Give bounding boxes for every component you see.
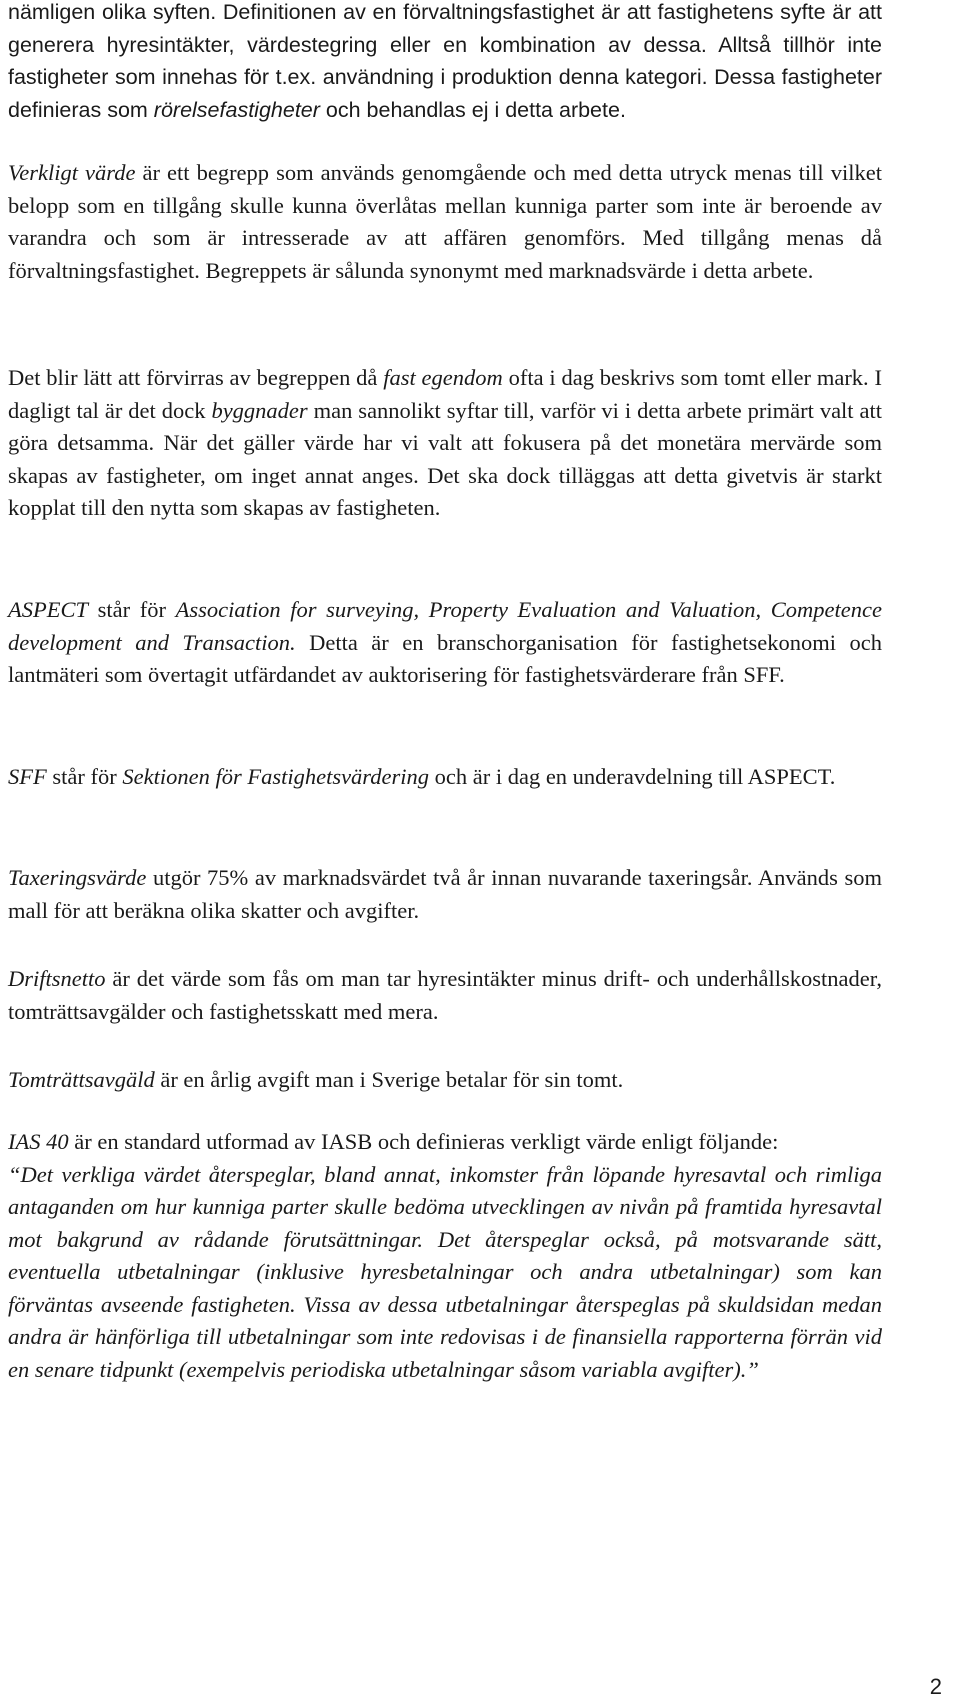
term-aspect-expansion: Association for surveying, Property Evaluation and Valuation, Competence development and Transaction. (8, 597, 882, 655)
term-aspect: ASPECT (8, 597, 89, 622)
text-span: och är i dag en underavdelning till ASPECT. (428, 764, 836, 789)
page-number: 2 (929, 1674, 942, 1699)
paragraph-property-classification (8, 0, 882, 126)
ias-40-quote: “Det verkliga värdet återspeglar, bland annat, inkomster från löpande hyresavtal och rimliga antaganden om hur kunniga parter skulle bedöma utvecklingen av nivån på framtida hyresavtal mot bakgrund av rådande förutsättningar. Det återspeglar också, på motsvarande sätt, eventuella utbetalningar (inklusive hyresbetalningar och andra utbetalningar) som kan förväntas avseende fastigheten. Vissa av dessa utbetalningar återspeglas på skuldsidan medan andra är hänförliga till utbetalningar som inte redovisas i de finansiella rapporterna förrän vid en senare tidpunkt (exempelvis periodiska utbetalningar såsom variabla avgifter).” (8, 1161, 882, 1382)
text-span: ofta i dag beskrivs som tomt eller mark. I dagligt tal är det dock (8, 365, 882, 423)
paragraph-ias-40 (8, 1126, 882, 1386)
paragraph-taxeringsvarde (8, 862, 882, 927)
text-span: är en årlig avgift man i Sverige betalar för sin tomt. (154, 1067, 624, 1092)
paragraph-sff (8, 761, 882, 794)
paragraph-tomtrattsavgald (8, 1064, 882, 1097)
text-span: Detta är en branschorganisation för fastighetsekonomi och lantmäteri som övertagit utfärdandet av auktorisering för fastighetsvärderare från SFF. (8, 629, 882, 687)
paragraph-fast-egendom (8, 362, 882, 525)
term-ias-40: IAS 40 (8, 1129, 69, 1154)
text-span: man sannolikt syftar till, varför vi i detta arbete primärt valt att göra detsamma. När det gäller värde har vi valt att fokusera på det monetära mervärde som skapas av fastigheter, om inget annat anges. Det ska dock tilläggas att detta givetvis är starkt kopplat till den nytta som skapas av fastigheten. (8, 397, 882, 520)
term-rorelsefastigheter: rörelsefastigheter (153, 97, 320, 122)
text-span: nämligen olika syften. Definitionen av en förvaltningsfastighet är att fastighetens syfte är att generera hyresintäkter, värdestegring eller en kombination av dessa. Alltså tillhör inte fastigheter som innehas för t.ex. användning i produktion denna kategori. Dessa fastigheter definieras som (8, 0, 882, 122)
paragraph-driftsnetto (8, 963, 882, 1028)
term-driftsnetto: Driftsnetto (8, 966, 106, 991)
text-span: Det blir lätt att förvirras av begreppen då (8, 365, 384, 390)
term-verkligt-varde: Verkligt värde (8, 160, 136, 185)
text-span: står för (88, 597, 176, 622)
text-span: är det värde som fås om man tar hyresintäkter minus drift- och underhållskostnader, tomträttsavgälder och fastighetsskatt med mera. (8, 966, 882, 1024)
text-span: utgör 75% av marknadsvärdet två år innan nuvarande taxeringsår. Används som mall för att beräkna olika skatter och avgifter. (8, 865, 882, 923)
term-sff-expansion: Sektionen för Fastighetsvärdering (122, 764, 429, 789)
text-span: står för (46, 764, 123, 789)
text-span: och behandlas ej i detta arbete. (319, 97, 626, 122)
text-span: är ett begrepp som används genomgående och med detta utryck menas till vilket belopp som en tillgång skulle kunna överlåtas mellan kunniga parter som inte är beroende av varandra och som är intresserade av att affären genomförs. Med tillgång menas då förvaltningsfastighet. Begreppets är sålunda synonymt med marknadsvärde i detta arbete. (8, 160, 882, 283)
paragraph-aspect (8, 594, 882, 692)
paragraph-verkligt-varde (8, 157, 882, 287)
term-tomtrattsavgald: Tomträttsavgäld (8, 1067, 155, 1092)
term-fast-egendom: fast egendom (383, 365, 503, 390)
term-taxeringsvarde: Taxeringsvärde (8, 865, 147, 890)
term-byggnader: byggnader (211, 397, 308, 423)
text-span: är en standard utformad av IASB och definieras verkligt värde enligt följande: (68, 1129, 779, 1154)
term-sff: SFF (8, 764, 47, 789)
